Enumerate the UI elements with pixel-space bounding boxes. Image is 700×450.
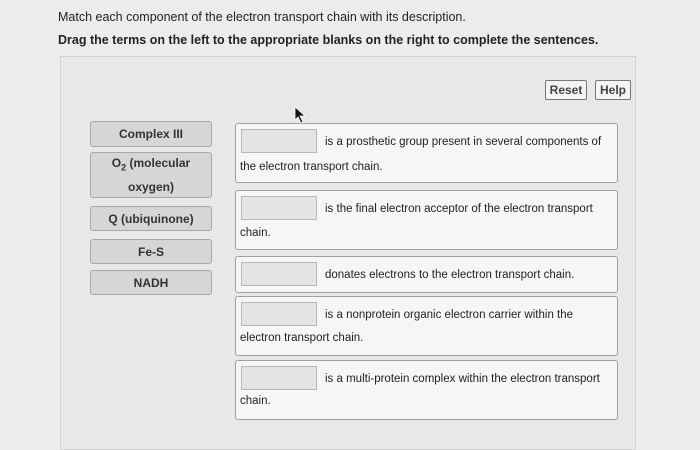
sentence-text: is a multi-protein complex within the electron transport <box>325 373 600 385</box>
instruction-subtext: Drag the terms on the left to the appropriate blanks on the right to complete the sentences. <box>58 33 599 47</box>
term-fe-s[interactable] <box>90 239 212 264</box>
term-complex-iii[interactable] <box>90 121 212 147</box>
term-label: Q (ubiquinone) <box>108 211 194 226</box>
sentence-text: donates electrons to the electron transport chain. <box>325 269 575 281</box>
sentence-text: is the final electron acceptor of the electron transport <box>325 203 593 215</box>
term-label: $O_2$ (molecular <box>111 155 191 173</box>
drop-blank[interactable] <box>241 262 317 286</box>
sentence-continuation: electron transport chain. <box>240 332 364 344</box>
reset-button[interactable]: Reset <box>545 80 587 100</box>
term-label-line2: oxygen) <box>127 180 174 195</box>
term-nadh[interactable] <box>90 270 212 295</box>
sentence-continuation: chain. <box>240 395 271 407</box>
drop-blank[interactable] <box>241 196 317 220</box>
sentence-1 <box>235 123 618 183</box>
sentence-continuation: the electron transport chain. <box>240 161 383 173</box>
sentence-5 <box>235 360 618 420</box>
drop-blank[interactable] <box>241 302 317 326</box>
help-button[interactable]: Help <box>595 80 631 100</box>
term-o2-molecular-oxygen[interactable] <box>90 152 212 198</box>
sentence-text: is a nonprotein organic electron carrier within the <box>325 309 574 321</box>
sentence-3 <box>235 256 618 293</box>
term-label: Complex III <box>118 127 183 141</box>
instruction-text: Match each component of the electron transport chain with its description. <box>58 10 466 24</box>
term-q-ubiquinone[interactable] <box>90 206 212 231</box>
sentence-4 <box>235 296 618 356</box>
sentence-2 <box>235 190 618 250</box>
term-label: Fe-S <box>137 244 164 259</box>
term-label: NADH <box>133 275 169 290</box>
sentence-continuation: chain. <box>240 227 271 239</box>
sentence-text: is a prosthetic group present in several components of <box>325 136 602 148</box>
drop-blank[interactable] <box>241 129 317 153</box>
mouse-cursor-icon <box>293 106 307 124</box>
drop-blank[interactable] <box>241 366 317 390</box>
